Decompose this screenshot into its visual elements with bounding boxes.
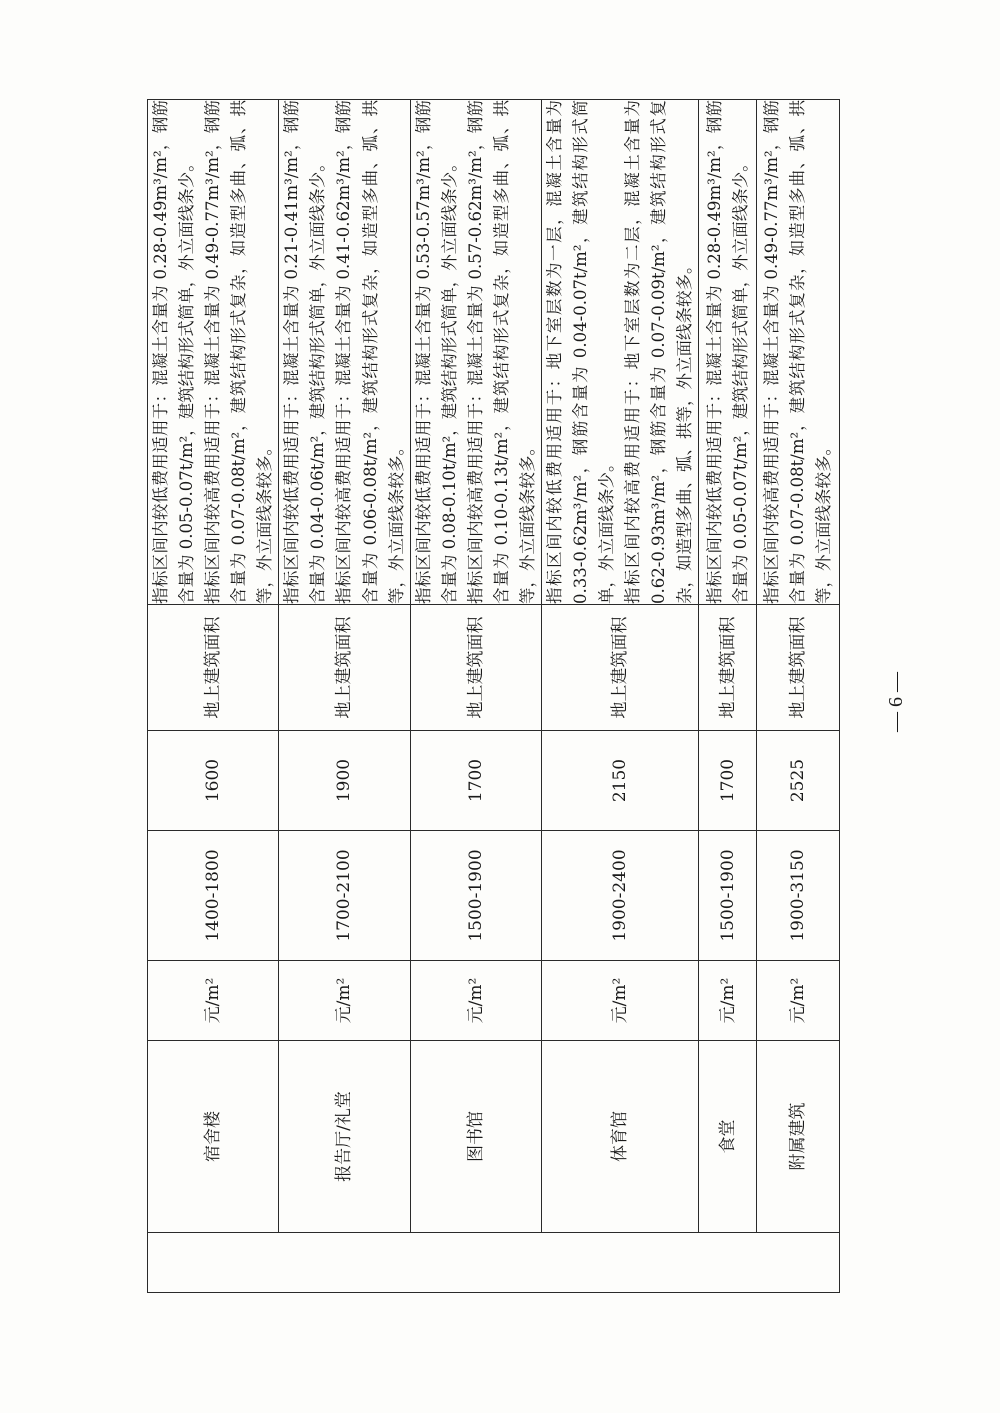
reference-value: 1700 — [699, 731, 757, 831]
price-range: 1400-1800 — [148, 831, 279, 961]
price-range: 1500-1900 — [410, 831, 541, 961]
note-low: 指标区间内较低费用适用于：地下室层数为一层，混凝土含量为 0.33-0.62m³/m²，钢筋含量为 0.04-0.07t/m²，建筑结构形式简单，外立面线条少。 — [544, 100, 617, 604]
calculation-basis: 地上建筑面积 — [699, 605, 757, 731]
rotated-table-container — [147, 100, 834, 1293]
price-range: 1900-3150 — [757, 831, 840, 961]
calculation-basis: 地上建筑面积 — [410, 605, 541, 731]
note-high: 指标区间内较高费用适用于：混凝土含量为 0.49-0.77m³/m²，钢筋含量为 0.07-0.08t/m²，建筑结构形式复杂，如造型多曲、弧、拱等，外立面线条较多。 — [762, 100, 834, 604]
table-row — [757, 100, 840, 1293]
building-name: 附属建筑 — [757, 1041, 840, 1233]
reference-value: 2525 — [757, 731, 840, 831]
reference-value: 1600 — [148, 731, 279, 831]
building-name: 报告厅/礼堂 — [279, 1041, 410, 1233]
building-name: 图书馆 — [410, 1041, 541, 1233]
table-row — [410, 100, 541, 1293]
remarks — [410, 100, 541, 605]
table-row — [541, 100, 698, 1293]
building-name: 体育馆 — [541, 1041, 698, 1233]
unit: 元/m² — [148, 961, 279, 1041]
remarks — [541, 100, 698, 605]
note-high: 指标区间内较高费用适用于：混凝土含量为 0.41-0.62m³/m²，钢筋含量为 0.06-0.08t/m²，建筑结构形式复杂，如造型多曲、弧、拱等，外立面线条较多。 — [334, 100, 406, 604]
building-name: 宿舍楼 — [148, 1041, 279, 1233]
table-row — [279, 100, 410, 1293]
note-high: 指标区间内较高费用适用于：混凝土含量为 0.57-0.62m³/m²，钢筋含量为 0.10-0.13t/m²，建筑结构形式复杂，如造型多曲、弧、拱等，外立面线条较多。 — [465, 100, 537, 604]
remarks — [757, 100, 840, 605]
note-low: 指标区间内较低费用适用于：混凝土含量为 0.53-0.57m³/m²，钢筋含量为 0.08-0.10t/m²，建筑结构形式简单，外立面线条少。 — [413, 100, 459, 604]
calculation-basis: 地上建筑面积 — [541, 605, 698, 731]
unit: 元/m² — [699, 961, 757, 1041]
note-low: 指标区间内较低费用适用于：混凝土含量为 0.28-0.49m³/m²，钢筋含量为 0.05-0.07t/m²，建筑结构形式简单，外立面线条少。 — [704, 100, 750, 604]
blank-column — [148, 1233, 840, 1293]
price-range: 1700-2100 — [279, 831, 410, 961]
table-row — [148, 100, 279, 1293]
unit: 元/m² — [757, 961, 840, 1041]
note-low: 指标区间内较低费用适用于：混凝土含量为 0.28-0.49m³/m²，钢筋含量为 0.05-0.07t/m²，建筑结构形式简单，外立面线条少。 — [151, 100, 197, 604]
reference-value: 1700 — [410, 731, 541, 831]
remarks — [699, 100, 757, 605]
remarks — [279, 100, 410, 605]
cost-index-table — [147, 99, 840, 1293]
building-name: 食堂 — [699, 1041, 757, 1233]
reference-value: 2150 — [541, 731, 698, 831]
reference-value: 1900 — [279, 731, 410, 831]
unit: 元/m² — [279, 961, 410, 1041]
remarks — [148, 100, 279, 605]
note-high: 指标区间内较高费用适用于：地下室层数为二层，混凝土含量为 0.62-0.93m³/m²，钢筋含量为 0.07-0.09t/m²，建筑结构形式复杂，如造型多曲、弧、拱等，外立面线条较多。 — [623, 100, 695, 604]
price-range: 1900-2400 — [541, 831, 698, 961]
calculation-basis: 地上建筑面积 — [148, 605, 279, 731]
calculation-basis: 地上建筑面积 — [757, 605, 840, 731]
calculation-basis: 地上建筑面积 — [279, 605, 410, 731]
note-low: 指标区间内较低费用适用于：混凝土含量为 0.21-0.41m³/m²，钢筋含量为 0.04-0.06t/m²，建筑结构形式简单，外立面线条少。 — [282, 100, 328, 604]
page-number: — 6 — — [885, 672, 907, 732]
unit: 元/m² — [541, 961, 698, 1041]
price-range: 1500-1900 — [699, 831, 757, 961]
table-row — [699, 100, 757, 1293]
unit: 元/m² — [410, 961, 541, 1041]
note-high: 指标区间内较高费用适用于：混凝土含量为 0.49-0.77m³/m²，钢筋含量为 0.07-0.08t/m²，建筑结构形式复杂，如造型多曲、弧、拱等，外立面线条较多。 — [203, 100, 275, 604]
